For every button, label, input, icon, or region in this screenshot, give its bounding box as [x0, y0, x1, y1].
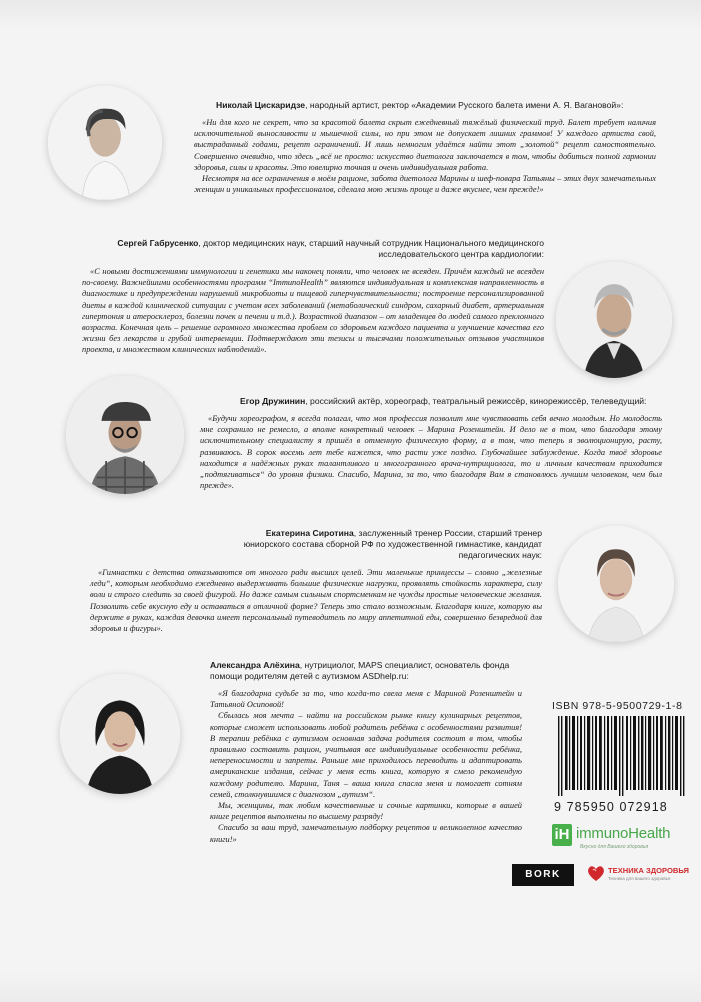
quote-paragraph: Несмотря на все ограничения в моём рационе, забота диетолога Марины и шеф-повара Татьяны – этих двух замечательных женщин и уникальных профессионалов, сделала мою жизнь проще и даже вкуснее, чем прежде!»	[194, 174, 656, 195]
immunohealth-mark: iH	[552, 824, 572, 846]
quote-paragraph: «С новыми достижениями иммунологии и генетики мы наконец поняли, что человек не всеяден. Причём каждый не всеяден по-своему. Важнейшими особенностями программ “ImmunoHealth” являются индивидуальная и комплексная направленность в диагностике и предупреждении нарушений микробиоты и пищевой гиперчувствительности; построение персонализированной диеты в каждой клинической ситуации с учетом всех заболеваний (метаболический синдром, сахарный диабет, артериальная гипертония и атеросклероз, болезни почек и печени и т.д.). Возрастной диапазон – от младенцев до людей самого преклонного возраста. Конечная цель – решение огромного множества проблем со здоровьем каждого пациента и улучшение качества его жизни без лекарств и грубой интервенции. Подтверждают эти тезисы и тысячами положительных отзывов участников проекта, и множеством клинических наблюдений».	[82, 267, 544, 355]
quote-paragraph: Сбылась моя мечта – найти на российском рынке книгу кулинарных рецептов, которые сможет использовать любой родитель ребёнка с особенностями развития! В терапии ребёнка с аутизмом основная задача родителя состоит в том, чтобы правильно составить рацион, учитывая все индивидуальные особенности ребёнка, непереносимости и запреты. Раньше мне приходилось переводить и адаптировать американские издания, сейчас у меня есть книга, которую я смело рекомендую каждому родителю. Марина, Таня – ваша книга спасла меня и помогает сотням семей, столкнувшимся с диагнозом „аутизм“.	[210, 711, 522, 799]
testimonial-quote	[90, 567, 542, 634]
immunohealth-logo	[552, 822, 692, 856]
barcode-digits: 9 785950 072918	[554, 800, 668, 814]
testimonial-5	[210, 660, 522, 845]
quote-paragraph: «Ни для кого не секрет, что за красотой балета скрыт ежедневный тяжёлый физический труд. Балет требует наличия исключительной выносливости и мышечной силы, но при этом не допускает лишних граммов! У каждого артиста свой, выстраданный годами, рецепт ограничений. И лишь немногим удаётся найти этот „золотой“ рецепт самостоятельно. Совершенно очевидно, что здесь „всё не просто: искусство диетолога заключается в том, чтобы добиться полной гармонии здоровья, силы и красоты. Это ювелирно точная и очень индивидуальная работа.	[194, 118, 656, 172]
person-name: Николай Цискаридзе	[216, 100, 306, 110]
portrait-photo-5	[60, 674, 180, 794]
testimonial-header	[82, 238, 544, 260]
quote-paragraph: Спасибо за ваш труд, замечательную подборку рецептов и великолепное качество книги!»	[210, 823, 522, 844]
portrait-photo-1	[48, 86, 162, 200]
testimonial-header	[200, 396, 662, 407]
testimonial-2	[82, 238, 544, 356]
testimonial-quote	[200, 413, 662, 491]
bork-logo: BORK	[512, 864, 574, 886]
testimonial-4	[90, 528, 542, 634]
testimonial-1	[194, 100, 656, 195]
testimonial-quote	[82, 266, 544, 356]
isbn-text: ISBN 978-5-9500729-1-8	[552, 700, 683, 712]
person-title: , нутрициолог, MAPS специалист, основатель фонда помощи родителям детей с аутизмом ASDhelp.ru:	[210, 660, 510, 681]
quote-paragraph: «Я благодарна судьбе за то, что когда-то свела меня с Мариной Розенштейн и Татьяной Осиповой!	[210, 689, 522, 710]
person-name: Сергей Габрусенко	[117, 238, 199, 248]
person-name: Екатерина Сиротина	[265, 528, 354, 538]
testimonial-header	[90, 528, 542, 561]
portrait-photo-4	[558, 526, 674, 642]
testimonial-header	[210, 660, 522, 682]
person-title: , доктор медицинских наук, старший научный сотрудник Национального медицинского исследовательского центра кардиологии:	[198, 238, 544, 259]
immunohealth-tagline: Вкусно для Вашего здоровья	[580, 844, 649, 850]
person-name: Александра Алёхина	[210, 660, 300, 670]
testimonial-header	[194, 100, 656, 111]
person-title: , народный артист, ректор «Академии Русского балета имени А. Я. Вагановой»:	[305, 100, 624, 110]
person-title: , заслуженный тренер России, старший тренер юниорского состава сборной РФ по художественной гимнастике, кандидат педагогических наук:	[243, 528, 542, 560]
immunohealth-word: immunoHealth	[576, 825, 671, 842]
tehnika-zdorovya-subtitle: Техника для вашего здоровья	[608, 876, 671, 881]
quote-paragraph: «Будучи хореографом, я всегда полагал, что моя профессия позволит мне чувствовать себя вечно молодым. Но молодость мне сохранило не ремесло, а вполне конкретный человек – Марина Розенштейн. И дело не в том, что благодаря этому исключительному специалисту я пришёл в отменную физическую форму, а в том, что теперь я эволюционирую, расту, развиваюсь. В сорок восемь лет тебе кажется, что расти уже поздно. Глубочайшее заблуждение. Когда твоё здоровье находится в надёжных руках талантливого и многогранного врача-нутрициолога, то и личным качествам приходится „подтягиваться“ до уровня физики. Спасибо, Марина, за то, что благодаря Вам я становлюсь лучшим человеком, чем был прежде».	[200, 414, 662, 491]
heart-icon	[586, 862, 606, 884]
person-title: , российский актёр, хореограф, театральный режиссёр, кинорежиссёр, телеведущий:	[305, 396, 647, 406]
tehnika-zdorovya-logo	[586, 860, 696, 890]
portrait-photo-3	[66, 376, 184, 494]
testimonial-quote	[194, 117, 656, 195]
quote-paragraph: «Гимнастки с детства отказываются от многого ради высших целей. Эти маленькие принцессы – словно „железные леди“, которым необходимо ежедневно выдерживать большие физические нагрузки, проявлять стойкость характера, силу воли и строго следить за своей фигурой. Но даже самым сильным спортсменкам не чужды простые человеческие желания. Позволить себе вкусную еду и оставаться в отличной форме? Теперь это стало возможным. Благодаря книге, которую вы держите в руках, каждая девочка имеет персональный путеводитель по миру аппетитной еды, совершенно безвредной для здоровья и фигуры».	[90, 568, 542, 634]
portrait-photo-2	[556, 262, 672, 378]
quote-paragraph: Мы, женщины, так любим качественные и сочные картинки, которые в вашей книге рецептов выполнены по высшему разряду!	[210, 801, 522, 822]
person-name: Егор Дружинин	[240, 396, 306, 406]
testimonial-quote	[210, 688, 522, 845]
tehnika-zdorovya-title: ТЕХНИКА ЗДОРОВЬЯ	[608, 866, 689, 875]
barcode	[556, 716, 686, 796]
testimonial-3	[200, 396, 662, 491]
